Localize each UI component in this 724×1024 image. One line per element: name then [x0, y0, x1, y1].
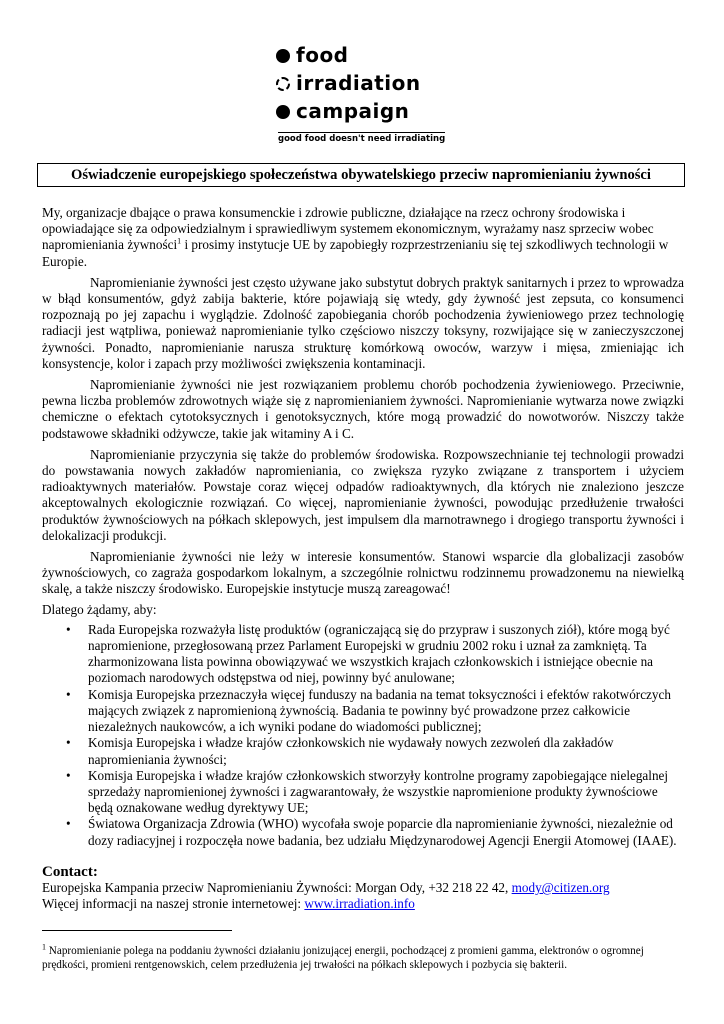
contact-line: Europejska Kampania przeciw Napromienianiu Żywności: Morgan Ody, +32 218 22 42, mody@citizen.org [42, 880, 610, 895]
campaign-logo [276, 44, 466, 144]
document-body [42, 205, 684, 849]
footnote-divider [42, 930, 232, 931]
body-paragraph: Napromienianie żywności nie leży w interesie konsumentów. Stanowi wsparcie dla globalizacji zasobów żywnościowych, co zagraża gospodarkom lokalnym, a szczególnie rolnictwu rodzinnemu prowadzonemu na niewielką skalę, a także niszczy środowisko. Europejskie instytucje muszą zareagować! [42, 549, 684, 597]
bullet-icon: • [66, 816, 71, 832]
bullet-icon: • [66, 735, 71, 751]
list-item: • Komisja Europejska przeznaczyła więcej funduszy na badania na temat toksyczności i efektów rakotwórczych mających związek z napromienioną żywnością. Badania te powinny być prowadzone przez całkowicie niezależnych naukowców, a ich wyniki podane do wiadomości publicznej; [66, 686, 671, 735]
demands-list [42, 622, 684, 849]
list-item: • Światowa Organizacja Zdrowia (WHO) wycofała swoje poparcie dla napromienianie żywności, niezależnie od dozy radiacyjnej i rozpoczęła nowe badania, bez udziału Międzynarodowej Agencji Energii Atomowej (IAAE). [66, 816, 677, 848]
body-paragraph: Napromienianie żywności nie jest rozwiązaniem problemu chorób pochodzenia żywieniowego. Przeciwnie, pewna liczba problemów zdrowotnych wiąże się z napromienianiem żywności. Napromienianie wytwarza nowe związki chemiczne o efektach cytotoksycznych i genotoksycznych, które mogą prowadzić do nowotworów. Niszczy także podstawowe składniki odżywcze, takie jak witaminy A i C. [42, 377, 684, 441]
demands-intro: Dlatego żądamy, aby: [42, 601, 157, 617]
footnote-ref: 1 [177, 237, 182, 247]
list-item: • Rada Europejska rozważyła listę produktów (ograniczającą się do przypraw i suszonych ziół), które mogą być napromienione, przegłosowaną przez Parlament Europejski w grudniu 2002 roku i uznał za zamkniętą. Ta zharmonizowana lista powinna obowiązywać we wszystkich krajach członkowskich i istniejące obecnie na poziomach narodowych odstępstwa od niej, powinny być anulowane; [66, 621, 670, 686]
page-title: Oświadczenie europejskiego społeczeństwa obywatelskiego przeciw napromienianiu żywności [37, 163, 685, 187]
logo-line-campaign: campaign [276, 100, 409, 122]
footnote: $^1$ Napromienianie polega na poddaniu żywności działaniu jonizującej energii, pochodzącej z promieni gamma, elektronów o ogromnej prędkości, promieni rentgenowskich, celem przedłużenia jej trwałości na półkach sklepowych i pozbycia się bakterii. [42, 942, 644, 971]
logo-line-irradiation: irradiation [276, 72, 421, 94]
logo-bullet-icon [276, 105, 290, 119]
contact-block [42, 880, 684, 912]
logo-radiation-icon [276, 77, 290, 91]
bullet-icon: • [66, 767, 71, 783]
bullet-icon: • [66, 686, 71, 702]
email-link[interactable]: mody@citizen.org [511, 880, 610, 895]
logo-bullet-icon [276, 49, 290, 63]
list-item: • Komisja Europejska i władze krajów członkowskich nie wydawały nowych zezwoleń dla zakładów napromieniania żywności; [66, 735, 614, 767]
body-paragraph: Napromienianie żywności jest często używane jako substytut dobrych praktyk sanitarnych i przez to wprowadza w błąd konsumentów, gdyż zabija bakterie, które pojawiają się wtedy, gdy żywność jest zepsuta, co konsumenci rozpoznają po jej zapachu i wyglądzie. Zdolność zapobiegania chorób pochodzenia żywieniowego przez technologię radiacji jest wątpliwa, ponieważ napromienianie tylko częściowo niszczy toksyny, rozwijające się w zanieczyszczonej żywności. Ponadto, napromienianie narusza strukturę komórkową owoców, warzyw i mięsa, zmieniając ich konsystencje, kolor i zapach przy możliwości zwiększenia kontaminacji. [42, 274, 684, 371]
list-item: • Komisja Europejska i władze krajów członkowskich stworzyły kontrolne programy zapobiegające nielegalnej sprzedaży napromienionej żywności i zagwarantowały, że wszystkie napromienione produkty żywnościowe będą oznakowane według dyrektywy UE; [66, 767, 669, 816]
footnote-number: 1 [42, 942, 46, 952]
logo-tagline: good food doesn't need irradiating [278, 134, 446, 144]
body-paragraph: Napromienianie przyczynia się także do problemów środowiska. Rozpowszechnianie tej technologii prowadzi do powstawania nowych zakładów napromieniania, co zwiększa ryzyko związane z transportem i użyciem radioaktywnych materiałów. Powstaje coraz więcej odpadów radioaktywnych, dla których nie znaleziono jeszcze akceptowalnych ekologicznie rozwiązań. Co więcej, napromienianie żywności, powodując przedłużenie trwałości produktów żywnościowych na półkach sklepowych, jest impulsem dla marnotrawnego i drogiego transportu żywności i delokalizacji produkcji. [42, 446, 684, 543]
contact-heading: Contact: [42, 864, 98, 880]
intro-paragraph: My, organizacje dbające o prawa konsumenckie i zdrowie publiczne, działające na rzecz ochrony środowiska i opowiadające się za odpowiedzialnym i sprawiedliwym systemem ekonomicznym, wyrażamy nasz sprzeciw wobec napromieniania żywności$^1$ i prosimy instytucje UE by zapobiegły rozprzestrzenianiu się tej szkodliwych technologii w Europie. [42, 205, 669, 269]
website-line: Więcej informacji na naszej stronie internetowej: www.irradiation.info [42, 896, 415, 912]
bullet-icon: • [66, 621, 71, 637]
website-link[interactable]: www.irradiation.info [304, 896, 415, 912]
logo-line-food: food [276, 44, 349, 66]
